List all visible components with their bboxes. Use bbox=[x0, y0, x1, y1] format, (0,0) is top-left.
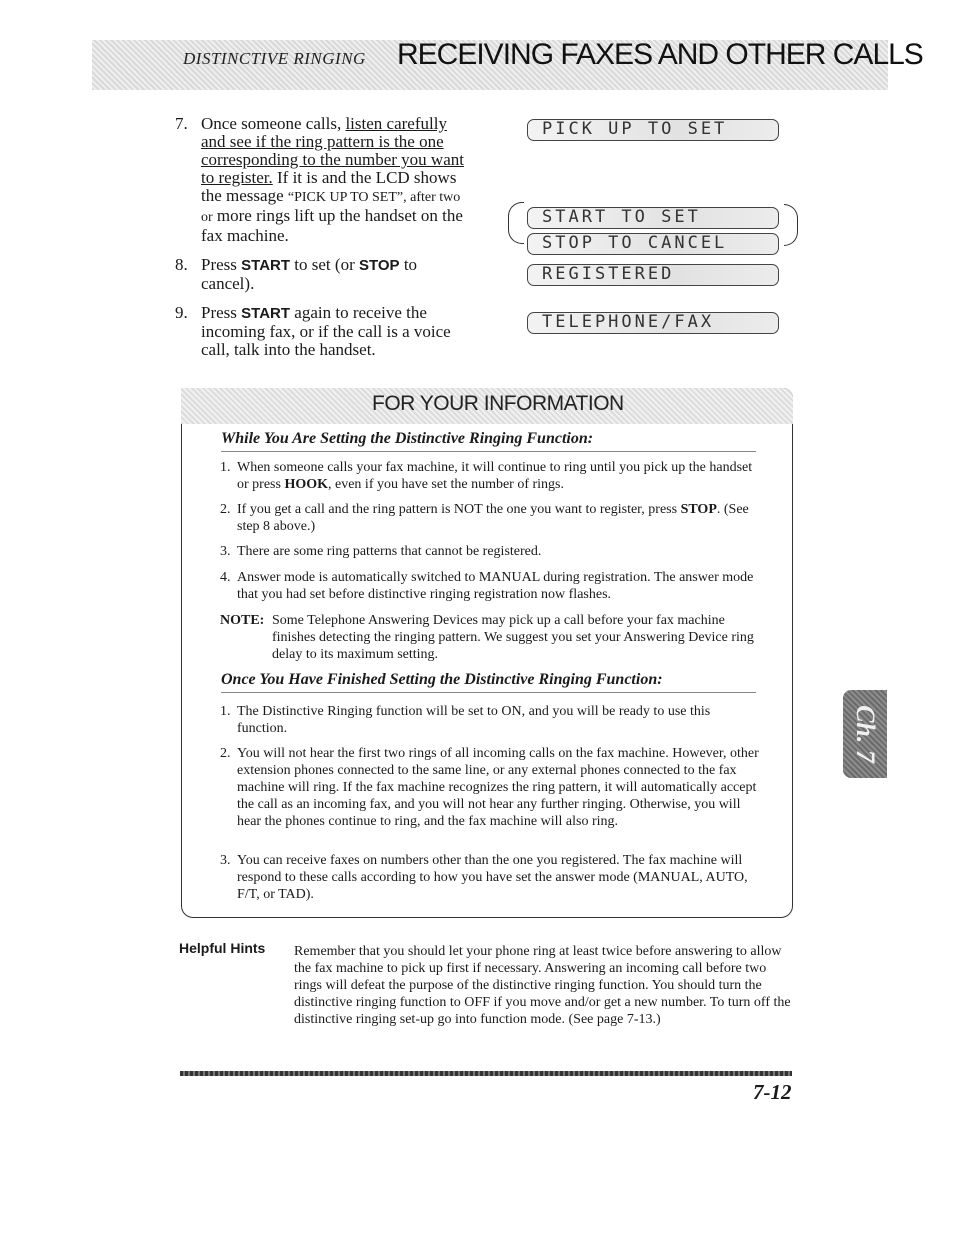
item-text: The Distinctive Ringing function will be set to ON, and you will be ready to use this function. bbox=[237, 704, 711, 736]
item-number: 3. bbox=[220, 544, 231, 559]
right-brace bbox=[784, 204, 798, 246]
step-text-part: Once someone calls, bbox=[201, 114, 346, 133]
note bbox=[220, 612, 760, 663]
subheading-once-finished: Once You Have Finished Setting the Distinctive Ringing Function: bbox=[221, 671, 756, 693]
item-text-part: . (See step 8 above.) bbox=[237, 502, 749, 534]
note-text: Some Telephone Answering Devices may pick up a call before your fax machine finishes detecting the ringing pattern. We suggest you set your Answering Device ring delay to its maximum setting. bbox=[272, 613, 754, 662]
step-text-underlined: listen carefully and see if the ring pattern is the one corresponding to the number you want to register. bbox=[201, 114, 464, 187]
lcd-telephone-fax: TELEPHONE/FAX bbox=[527, 312, 779, 334]
item-text-part: When someone calls your fax machine, it will continue to ring until you pick up the handset or press bbox=[237, 460, 753, 492]
subheading-while-setting: While You Are Setting the Distinctive Ringing Function: bbox=[221, 430, 756, 452]
item-number: 1. bbox=[220, 704, 231, 719]
step-8 bbox=[175, 256, 465, 293]
helpful-hints-label: Helpful Hints bbox=[179, 940, 266, 956]
step-text-part: Press bbox=[201, 255, 242, 274]
list-item bbox=[220, 703, 760, 737]
chapter-tab-label: Ch. 7 bbox=[851, 705, 880, 763]
stop-key-label: STOP bbox=[680, 502, 717, 517]
item-number: 2. bbox=[220, 502, 231, 517]
step-text-part: Press bbox=[201, 303, 242, 322]
note-label: NOTE: bbox=[220, 613, 265, 628]
list-item bbox=[220, 543, 760, 560]
page-number: 7-12 bbox=[753, 1080, 792, 1104]
step-text-part: If it is and the LCD shows the message bbox=[201, 168, 457, 205]
item-number: 2. bbox=[220, 746, 231, 761]
step-number: 8. bbox=[175, 255, 188, 274]
start-key-label: START bbox=[241, 257, 291, 274]
item-text: There are some ring patterns that cannot be registered. bbox=[237, 544, 542, 559]
item-number: 3. bbox=[220, 853, 231, 868]
step-text-part: “PICK UP TO SET”, after two or bbox=[201, 190, 461, 225]
step-number: 9. bbox=[175, 303, 188, 322]
hook-key-label: HOOK bbox=[284, 477, 328, 492]
helpful-hints-text: Remember that you should let your phone ring at least twice before answering to allow the fax machine to pick up first if necessary. Answering an incoming call before two rings will defeat the purpose of the distinctive ringing function. You should turn the distinctive ringing function to OFF if you move and/or get a new number. To turn off the distinctive ringing set-up go into function mode. (See page 7-13.) bbox=[294, 944, 791, 1027]
left-brace bbox=[508, 202, 524, 244]
chapter-tab bbox=[843, 690, 887, 778]
step-9 bbox=[175, 304, 465, 359]
step-number: 7. bbox=[175, 114, 188, 133]
step-7 bbox=[175, 115, 465, 245]
item-number: 1. bbox=[220, 460, 231, 475]
list-item bbox=[220, 569, 760, 603]
step-text bbox=[201, 115, 465, 245]
steps-list bbox=[175, 115, 465, 370]
lcd-start-to-set: START TO SET bbox=[527, 207, 779, 229]
step-text-part: more rings lift up the handset on the fax machine. bbox=[201, 206, 463, 245]
page-title: RECEIVING FAXES AND OTHER CALLS bbox=[397, 38, 923, 71]
list-item bbox=[220, 852, 760, 903]
list-item bbox=[220, 459, 760, 493]
info-box-title: FOR YOUR INFORMATION bbox=[372, 392, 624, 415]
lcd-pick-up-to-set: PICK UP TO SET bbox=[527, 119, 779, 141]
footer-rule bbox=[180, 1071, 792, 1076]
item-text bbox=[237, 501, 760, 535]
list-item bbox=[220, 745, 760, 830]
lcd-registered: REGISTERED bbox=[527, 264, 779, 286]
item-text: You can receive faxes on numbers other than the one you registered. The fax machine will respond to these calls according to how you have set the answer mode (MANUAL, AUTO, F/T, or TAD). bbox=[237, 853, 748, 902]
section-label: DISTINCTIVE RINGING bbox=[183, 49, 366, 68]
item-text-part: , even if you have set the number of rings. bbox=[328, 477, 564, 492]
item-text: You will not hear the first two rings of all incoming calls on the fax machine. However, other extension phones connected to the same line, or any external phones connected to the fax machine will ring. If the fax machine recognizes the ring pattern, it will automatically accept the call as an incoming fax, and you will not hear any further ringing. Otherwise, you will hear the phones continue to ring, and the fax machine will also ring. bbox=[237, 746, 759, 829]
item-text bbox=[237, 459, 760, 493]
list-item bbox=[220, 501, 760, 535]
start-key-label: START bbox=[241, 305, 291, 322]
item-text: Answer mode is automatically switched to MANUAL during registration. The answer mode that you had set before distinctive ringing registration now flashes. bbox=[237, 570, 754, 602]
lcd-stop-to-cancel: STOP TO CANCEL bbox=[527, 233, 779, 255]
step-text-part: to set (or bbox=[290, 255, 359, 274]
item-text-part: If you get a call and the ring pattern is NOT the one you want to register, press bbox=[237, 502, 681, 517]
step-text-part: to cancel). bbox=[201, 255, 418, 293]
stop-key-label: STOP bbox=[358, 257, 400, 274]
step-text bbox=[201, 304, 465, 359]
step-text bbox=[201, 256, 465, 293]
item-number: 4. bbox=[220, 570, 231, 585]
step-text-part: again to receive the incoming fax, or if the call is a voice call, talk into the handset. bbox=[201, 303, 451, 359]
